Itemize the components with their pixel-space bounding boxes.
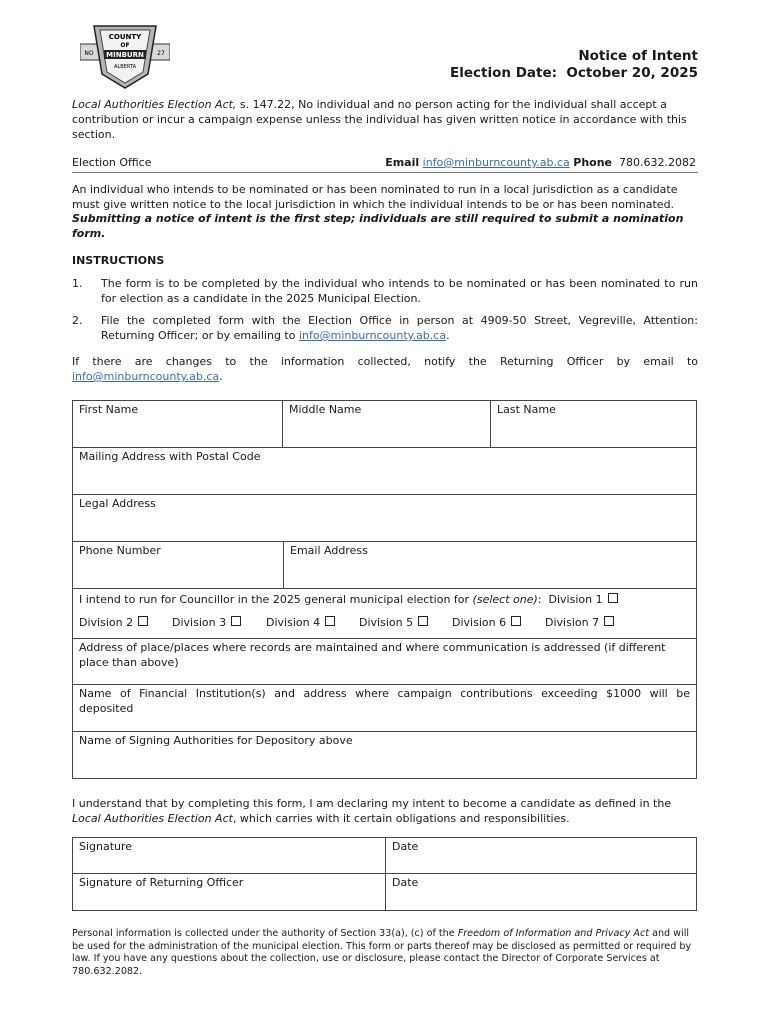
first-name-label: First Name — [79, 403, 139, 416]
signature-label: Signature — [79, 840, 133, 853]
signature-field[interactable] — [73, 838, 385, 873]
declaration-text: I understand that by completing this form, I am declaring my intent to become a candidate as defined in the — [72, 797, 672, 810]
svg-text:NO: NO — [84, 50, 94, 57]
instruction-number: 2. — [72, 314, 83, 327]
svg-text:ALBERTA: ALBERTA — [114, 64, 136, 70]
declaration-act: Local Authorities Election Act — [72, 812, 233, 825]
last-name-label: Last Name — [497, 403, 556, 416]
changes-paragraph — [72, 354, 698, 384]
changes-email-link[interactable]: info@minburncounty.ab.ca — [72, 370, 220, 383]
election-office-label: Election Office — [72, 156, 152, 169]
division-4-label: Division 4 — [266, 616, 321, 629]
phone-number-field[interactable] — [73, 542, 283, 588]
intent-text: I intend to run for Councillor in the 2025 general municipal election for — [79, 593, 473, 606]
signature-date-field[interactable] — [385, 838, 696, 873]
date-label-2: Date — [392, 876, 419, 889]
contact-phone: 780.632.2082 — [619, 156, 696, 169]
records-address-label: Address of place/places where records are maintained and where communication is addressed (if different place than above) — [79, 641, 666, 669]
privacy-text-1: Personal information is collected under the authority of Section 33(a), (c) of the — [72, 928, 458, 939]
division-2-checkbox[interactable] — [138, 616, 148, 626]
name-row — [72, 400, 697, 448]
declaration-paragraph — [72, 796, 698, 826]
returning-officer-date-field[interactable] — [385, 874, 696, 910]
division-6-checkbox[interactable] — [511, 616, 521, 626]
records-address-field[interactable] — [72, 639, 697, 685]
instruction-email-link[interactable]: info@minburncounty.ab.ca — [298, 329, 447, 342]
division-5-option[interactable] — [359, 616, 428, 629]
election-date-line — [450, 65, 698, 82]
instruction-number: 1. — [72, 277, 83, 290]
declaration-end: , which carries with it certain obligations and responsibilities. — [232, 812, 570, 825]
document-heading — [450, 48, 698, 82]
instruction-item-2 — [72, 313, 698, 343]
division-2-label: Division 2 — [79, 616, 134, 629]
legal-address-label: Legal Address — [79, 497, 156, 510]
changes-text: If there are changes to the information collected, notify the Returning Officer by email to — [72, 355, 698, 368]
phone-number-label: Phone Number — [79, 544, 161, 557]
date-label: Date — [392, 840, 419, 853]
email-address-field[interactable] — [283, 542, 696, 588]
returning-officer-row — [72, 874, 697, 911]
privacy-text-2: and will be used for the administration of the municipal election. This form or parts thereof may be disclosed as permitted or required by law. If you have any questions about the collection, use or disclosure, please contact the Director of Corporate Services at 780.632.2082. — [72, 928, 692, 977]
instruction-text-body: File the completed form with the Election Office in person at 4909-50 Street, Vegreville, Attention: Returning Officer; or by emailing to — [101, 314, 698, 342]
instruction-text-end: . — [446, 329, 450, 342]
signing-authorities-field[interactable] — [72, 732, 697, 779]
financial-institution-label: Name of Financial Institution(s) and address where campaign contributions exceeding $1000 will be deposited — [79, 687, 690, 715]
phone-email-row — [72, 542, 697, 589]
division-7-checkbox[interactable] — [604, 616, 614, 626]
document-title: Notice of Intent — [578, 48, 698, 64]
svg-text:MINBURN: MINBURN — [106, 51, 144, 59]
financial-institution-field[interactable] — [72, 685, 697, 732]
signing-authorities-label: Name of Signing Authorities for Depository above — [79, 734, 353, 747]
mailing-address-field[interactable] — [72, 448, 697, 495]
intent-colon: : — [537, 593, 542, 606]
first-name-field[interactable] — [73, 401, 282, 447]
notice-emphasis: Submitting a notice of intent is the first step; individuals are still required to submit a nomination form. — [72, 212, 684, 240]
intro-paragraph — [72, 97, 698, 142]
privacy-act: Freedom of Information and Privacy Act — [457, 928, 650, 939]
division-1-checkbox[interactable] — [608, 593, 618, 603]
division-6-option[interactable] — [452, 616, 521, 629]
notice-text: An individual who intends to be nominated or has been nominated to run in a local jurisdiction as a candidate must give written notice to the local jurisdiction in which the individual intends to be or has been nominated. — [72, 183, 678, 211]
division-1-label: Division 1 — [548, 593, 603, 606]
division-row — [72, 589, 697, 639]
instruction-text: The form is to be completed by the individual who intends to be nominated or has been nominated to run for election as a candidate in the 2025 Municipal Election. — [101, 277, 698, 305]
last-name-field[interactable] — [490, 401, 696, 447]
division-4-checkbox[interactable] — [325, 616, 335, 626]
act-name: Local Authorities Election Act, — [72, 98, 237, 111]
election-date-label: Election Date: — [450, 65, 558, 81]
candidate-form — [72, 400, 697, 779]
email-address-label: Email Address — [290, 544, 368, 557]
svg-text:27: 27 — [157, 50, 165, 57]
intent-statement — [73, 589, 696, 608]
svg-text:COUNTY: COUNTY — [108, 33, 142, 41]
mailing-address-label: Mailing Address with Postal Code — [79, 450, 261, 463]
middle-name-field[interactable] — [282, 401, 490, 447]
select-one-text: (select one) — [472, 593, 538, 606]
signature-row — [72, 837, 697, 874]
division-2-option[interactable] — [79, 616, 148, 629]
division-4-option[interactable] — [266, 616, 335, 629]
division-3-label: Division 3 — [172, 616, 227, 629]
returning-officer-signature-label: Signature of Returning Officer — [79, 876, 244, 889]
division-5-label: Division 5 — [359, 616, 414, 629]
division-5-checkbox[interactable] — [418, 616, 428, 626]
privacy-notice — [72, 928, 698, 978]
returning-officer-signature-field[interactable] — [73, 874, 385, 910]
division-6-label: Division 6 — [452, 616, 507, 629]
legal-address-field[interactable] — [72, 495, 697, 542]
contact-email-link[interactable]: info@minburncounty.ab.ca — [422, 156, 570, 169]
instructions-title: INSTRUCTIONS — [72, 254, 165, 267]
changes-end: . — [219, 370, 223, 383]
division-1-option[interactable] — [549, 593, 618, 606]
division-7-label: Division 7 — [545, 616, 600, 629]
phone-label: Phone — [573, 156, 613, 169]
division-3-checkbox[interactable] — [231, 616, 241, 626]
election-date-value: October 20, 2025 — [566, 65, 698, 81]
division-7-option[interactable] — [545, 616, 614, 629]
email-label: Email — [385, 156, 420, 169]
instruction-item-1 — [72, 276, 698, 306]
svg-text:OF: OF — [120, 42, 130, 49]
notice-paragraph — [72, 183, 698, 241]
signature-table — [72, 837, 697, 911]
contact-line — [72, 155, 698, 173]
county-logo — [80, 24, 170, 90]
instruction-text-2 — [101, 313, 698, 343]
middle-name-label: Middle Name — [289, 403, 362, 416]
intro-text: s. 147.22, No individual and no person acting for the individual shall accept a contribution or incur a campaign expense unless the individual has given written notice in accordance with this section. — [72, 98, 687, 141]
division-3-option[interactable] — [172, 616, 241, 629]
